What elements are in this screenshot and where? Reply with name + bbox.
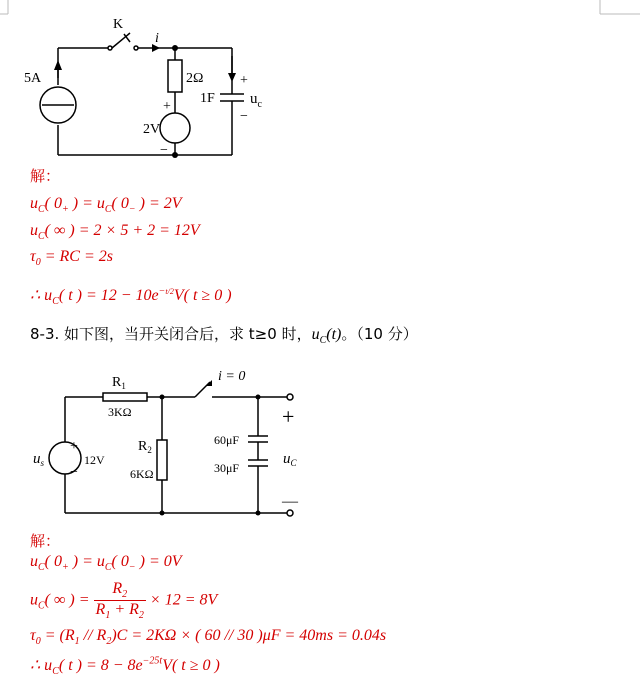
vsource-plus: +: [163, 99, 171, 114]
r1-value: 3KΩ: [108, 405, 132, 419]
source-value: 12V: [84, 453, 105, 467]
cap-voltage-label: $u_c$: [250, 91, 262, 110]
source-minus: −: [70, 465, 78, 480]
cap-minus: −: [240, 109, 248, 124]
c2-value: 30μF: [214, 461, 240, 475]
problem-statement: 8-3. 如下图，当开关闭合后，求 t≥0 时，$u_C(t)$。（10 分）: [30, 325, 418, 347]
current-source-label: 5A: [24, 71, 42, 86]
r1-label: $R_1$: [112, 375, 126, 391]
resistor-label: 2Ω: [186, 71, 204, 86]
solution2-line1: $u_C$( $0_+$ ) = $u_C$( $0_-$ ) = 0V: [30, 553, 182, 574]
vsource-minus: −: [160, 143, 168, 158]
solution2-line4: ∴ $u_C$( t ) = $8 - 8e^{-25t}V$( t ≥ 0 ): [30, 655, 220, 678]
solution2-heading: 解：: [30, 532, 61, 550]
switch-label: i = 0: [218, 369, 246, 384]
c1-value: 60μF: [214, 433, 240, 447]
solution1-line4: ∴ $u_C$( t ) = $12 - 10e^{-t/2}V$( t ≥ 0 ): [30, 285, 232, 308]
solution2-line2: $u_C$( ∞ ) = $\frac{R_2}{R_1 + R_2}$ × 12 = 8V: [30, 580, 218, 622]
capacitor-label: 1F: [200, 91, 215, 106]
solution1-line1: $u_C$( $0_+$ ) = $u_C$( $0_-$ ) = 2V: [30, 195, 182, 216]
voltage-source-label: 2V: [143, 122, 161, 137]
source-us-label: $u_s$: [33, 451, 45, 468]
circuit-diagram-2: [0, 360, 640, 525]
solution1-heading: 解：: [30, 167, 61, 185]
r2-value: 6KΩ: [130, 467, 154, 481]
cap-plus: +: [240, 73, 248, 88]
solution1-line3: $\tau_0$ = RC = 2s: [30, 248, 113, 269]
output-minus: —: [282, 493, 298, 510]
output-plus: +: [282, 404, 295, 429]
solution2-line3: $\tau_0 = (R_1 // R_2)C = 2K\Omega$ × ( 60 // 30 )μF = 40ms = 0.04s: [30, 627, 387, 648]
r2-label: $R_2$: [138, 439, 152, 455]
current-i-label: i: [155, 31, 159, 46]
switch-k-label: K: [113, 17, 124, 32]
output-uc-label: $u_C$: [283, 451, 297, 468]
solution1-line2: $u_C$( ∞ ) = 2 × 5 + 2 = 12V: [30, 222, 200, 243]
circuit-diagram-1: [0, 0, 640, 170]
source-plus: +: [70, 439, 78, 454]
